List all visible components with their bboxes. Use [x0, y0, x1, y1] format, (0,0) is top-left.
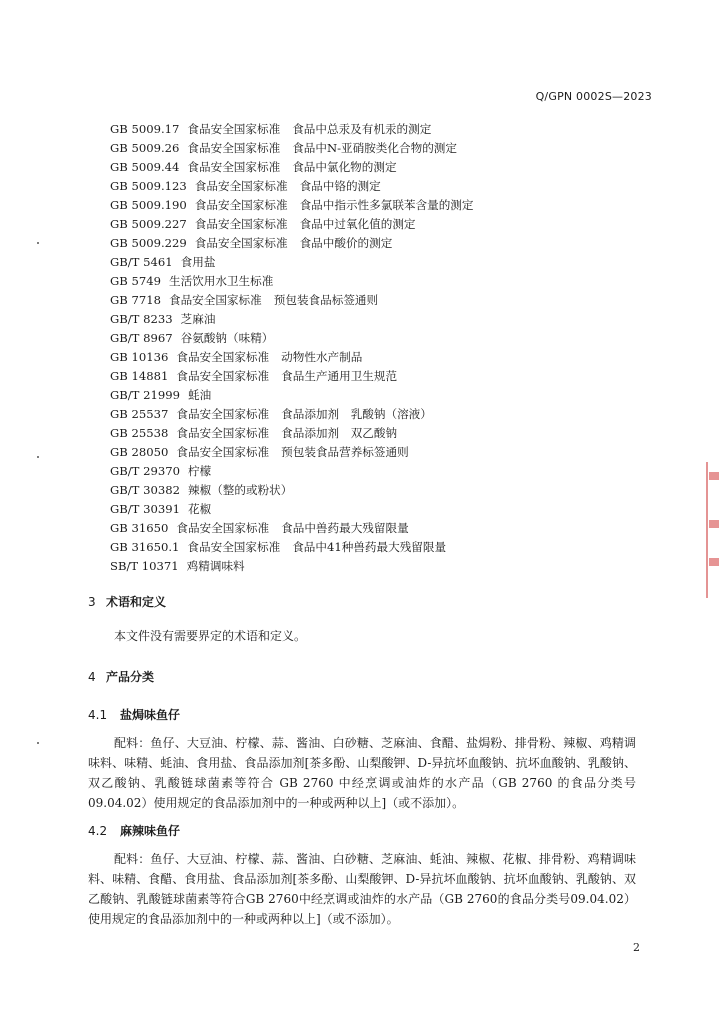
section-4-2-heading: [88, 822, 180, 839]
reference-item: [110, 291, 650, 310]
reference-item: [110, 462, 650, 481]
reference-subtitle: 食品中41种兽药最大残留限量: [292, 540, 447, 554]
page-number: 2: [633, 941, 640, 954]
reference-item: [110, 158, 650, 177]
scan-speck: [37, 742, 39, 744]
reference-title: 食品安全国家标准: [176, 445, 270, 459]
reference-title: 食品安全国家标准: [194, 179, 288, 193]
reference-title: 生活饮用水卫生标准: [168, 274, 274, 288]
reference-title: 食品安全国家标准: [176, 521, 270, 535]
reference-item: [110, 272, 650, 291]
reference-subtitle: 食品中过氧化值的测定: [299, 217, 416, 231]
reference-subtitle: 食品中酸价的测定: [299, 236, 393, 250]
reference-title: 食品安全国家标准: [176, 426, 270, 440]
reference-subtitle: 食品添加剂 双乙酸钠: [281, 426, 398, 440]
reference-item: [110, 196, 650, 215]
reference-title: 食用盐: [180, 255, 216, 269]
reference-code: GB/T 5461: [110, 255, 173, 269]
reference-title: 食品安全国家标准: [187, 122, 281, 136]
reference-item: [110, 348, 650, 367]
reference-code: GB 5009.229: [110, 236, 187, 250]
reference-item: [110, 443, 650, 462]
reference-item: [110, 386, 650, 405]
reference-item: [110, 310, 650, 329]
section-title: 产品分类: [106, 670, 155, 684]
reference-subtitle: 食品生产通用卫生规范: [281, 369, 398, 383]
reference-code: GB/T 30391: [110, 502, 180, 516]
scan-speck: [37, 242, 39, 244]
section-number: 3: [88, 595, 96, 609]
reference-code: GB 5009.44: [110, 160, 180, 174]
reference-item: [110, 215, 650, 234]
reference-code: GB 5009.190: [110, 198, 187, 212]
reference-code: GB 5009.26: [110, 141, 180, 155]
reference-code: GB 5009.123: [110, 179, 187, 193]
section-title: 麻辣味鱼仔: [120, 824, 181, 838]
reference-title: 食品安全国家标准: [187, 160, 281, 174]
reference-title: 食品安全国家标准: [194, 217, 288, 231]
reference-code: GB 10136: [110, 350, 169, 364]
reference-title: 花椒: [188, 502, 212, 516]
seal-stamp-edge: [706, 462, 720, 598]
reference-title: 食品安全国家标准: [194, 198, 288, 212]
reference-item: [110, 481, 650, 500]
reference-item: [110, 177, 650, 196]
reference-title: 芝麻油: [180, 312, 216, 326]
section-3-heading: [88, 593, 166, 610]
reference-code: GB 7718: [110, 293, 161, 307]
reference-code: GB 28050: [110, 445, 169, 459]
reference-item: [110, 557, 650, 576]
reference-item: [110, 424, 650, 443]
reference-item: [110, 234, 650, 253]
reference-title: 食品安全国家标准: [168, 293, 262, 307]
reference-code: GB/T 29370: [110, 464, 180, 478]
reference-code: GB/T 30382: [110, 483, 180, 497]
reference-code: GB 5009.17: [110, 122, 180, 136]
reference-title: 食品安全国家标准: [176, 407, 270, 421]
section-title: 术语和定义: [106, 595, 167, 609]
scan-speck: [37, 456, 39, 458]
reference-code: GB/T 8233: [110, 312, 173, 326]
reference-code: GB 25538: [110, 426, 169, 440]
reference-code: GB 31650: [110, 521, 169, 535]
reference-code: SB/T 10371: [110, 559, 179, 573]
reference-subtitle: 食品中N-亚硝胺类化合物的测定: [292, 141, 457, 155]
section-3-body: 本文件没有需要界定的术语和定义。: [114, 629, 307, 643]
reference-title: 食品安全国家标准: [194, 236, 288, 250]
reference-item: [110, 120, 650, 139]
reference-item: [110, 538, 650, 557]
reference-subtitle: 食品中铬的测定: [299, 179, 381, 193]
reference-item: [110, 253, 650, 272]
reference-subtitle: 食品中兽药最大残留限量: [281, 521, 409, 535]
section-4-1-heading: [88, 706, 180, 723]
reference-item: [110, 139, 650, 158]
reference-subtitle: 动物性水产制品: [281, 350, 363, 364]
reference-subtitle: 预包装食品营养标签通则: [281, 445, 409, 459]
reference-item: [110, 500, 650, 519]
reference-code: GB 31650.1: [110, 540, 180, 554]
reference-item: [110, 519, 650, 538]
reference-title: 鸡精调味料: [186, 559, 245, 573]
reference-title: 食品安全国家标准: [187, 141, 281, 155]
reference-title: 食品安全国家标准: [176, 369, 270, 383]
section-number: 4: [88, 670, 96, 684]
reference-title: 谷氨酸钠（味精）: [180, 331, 274, 345]
reference-subtitle: 食品中指示性多氯联苯含量的测定: [299, 198, 474, 212]
reference-code: GB/T 8967: [110, 331, 173, 345]
reference-code: GB/T 21999: [110, 388, 180, 402]
section-4-2-body: 配料：鱼仔、大豆油、柠檬、蒜、酱油、白砂糖、芝麻油、蚝油、辣椒、花椒、排骨粉、鸡精调味料、味精、食醋、食用盐、食品添加剂[茶多酚、山梨酸钾、D-异抗坏血酸钠、抗坏血酸钠、乳酸钠、双乙酸钠、乳酸链球菌素等符合GB 2760中经烹调或油炸的水产品（GB 2760的食品分类号09.04.02）使用规定的食品添加剂中的一种或两种以上]（或不添加）。: [88, 852, 636, 926]
reference-subtitle: 预包装食品标签通则: [273, 293, 379, 307]
reference-subtitle: 食品中氯化物的测定: [292, 160, 397, 174]
section-title: 盐焗味鱼仔: [120, 708, 181, 722]
section-4-heading: [88, 668, 154, 685]
normative-references-list: [110, 120, 650, 576]
reference-item: [110, 367, 650, 386]
section-4-1-body: 配料：鱼仔、大豆油、柠檬、蒜、酱油、白砂糖、芝麻油、食醋、盐焗粉、排骨粉、辣椒、鸡精调味料、味精、蚝油、食用盐、食品添加剂[茶多酚、山梨酸钾、D-异抗坏血酸钠、抗坏血酸钠、乳酸钠、双乙酸钠、乳酸链球菌素等符合 GB 2760 中经烹调或油炸的水产品（GB 2760 的食品分类号 09.04.02）使用规定的食品添加剂中的一种或两种以上]（或不添加）。: [88, 736, 636, 810]
reference-item: [110, 329, 650, 348]
reference-code: GB 25537: [110, 407, 169, 421]
reference-title: 柠檬: [188, 464, 212, 478]
reference-code: GB 5009.227: [110, 217, 187, 231]
reference-code: GB 5749: [110, 274, 161, 288]
section-number: 4.1: [88, 708, 108, 722]
reference-subtitle: 食品中总汞及有机汞的测定: [292, 122, 432, 136]
reference-code: GB 14881: [110, 369, 169, 383]
reference-item: [110, 405, 650, 424]
section-number: 4.2: [88, 824, 108, 838]
document-number: Q/GPN 0002S—2023: [535, 90, 652, 103]
reference-title: 辣椒（整的或粉状）: [188, 483, 293, 497]
reference-title: 食品安全国家标准: [187, 540, 281, 554]
reference-title: 蚝油: [188, 388, 212, 402]
reference-title: 食品安全国家标准: [176, 350, 270, 364]
reference-subtitle: 食品添加剂 乳酸钠（溶液）: [281, 407, 432, 421]
